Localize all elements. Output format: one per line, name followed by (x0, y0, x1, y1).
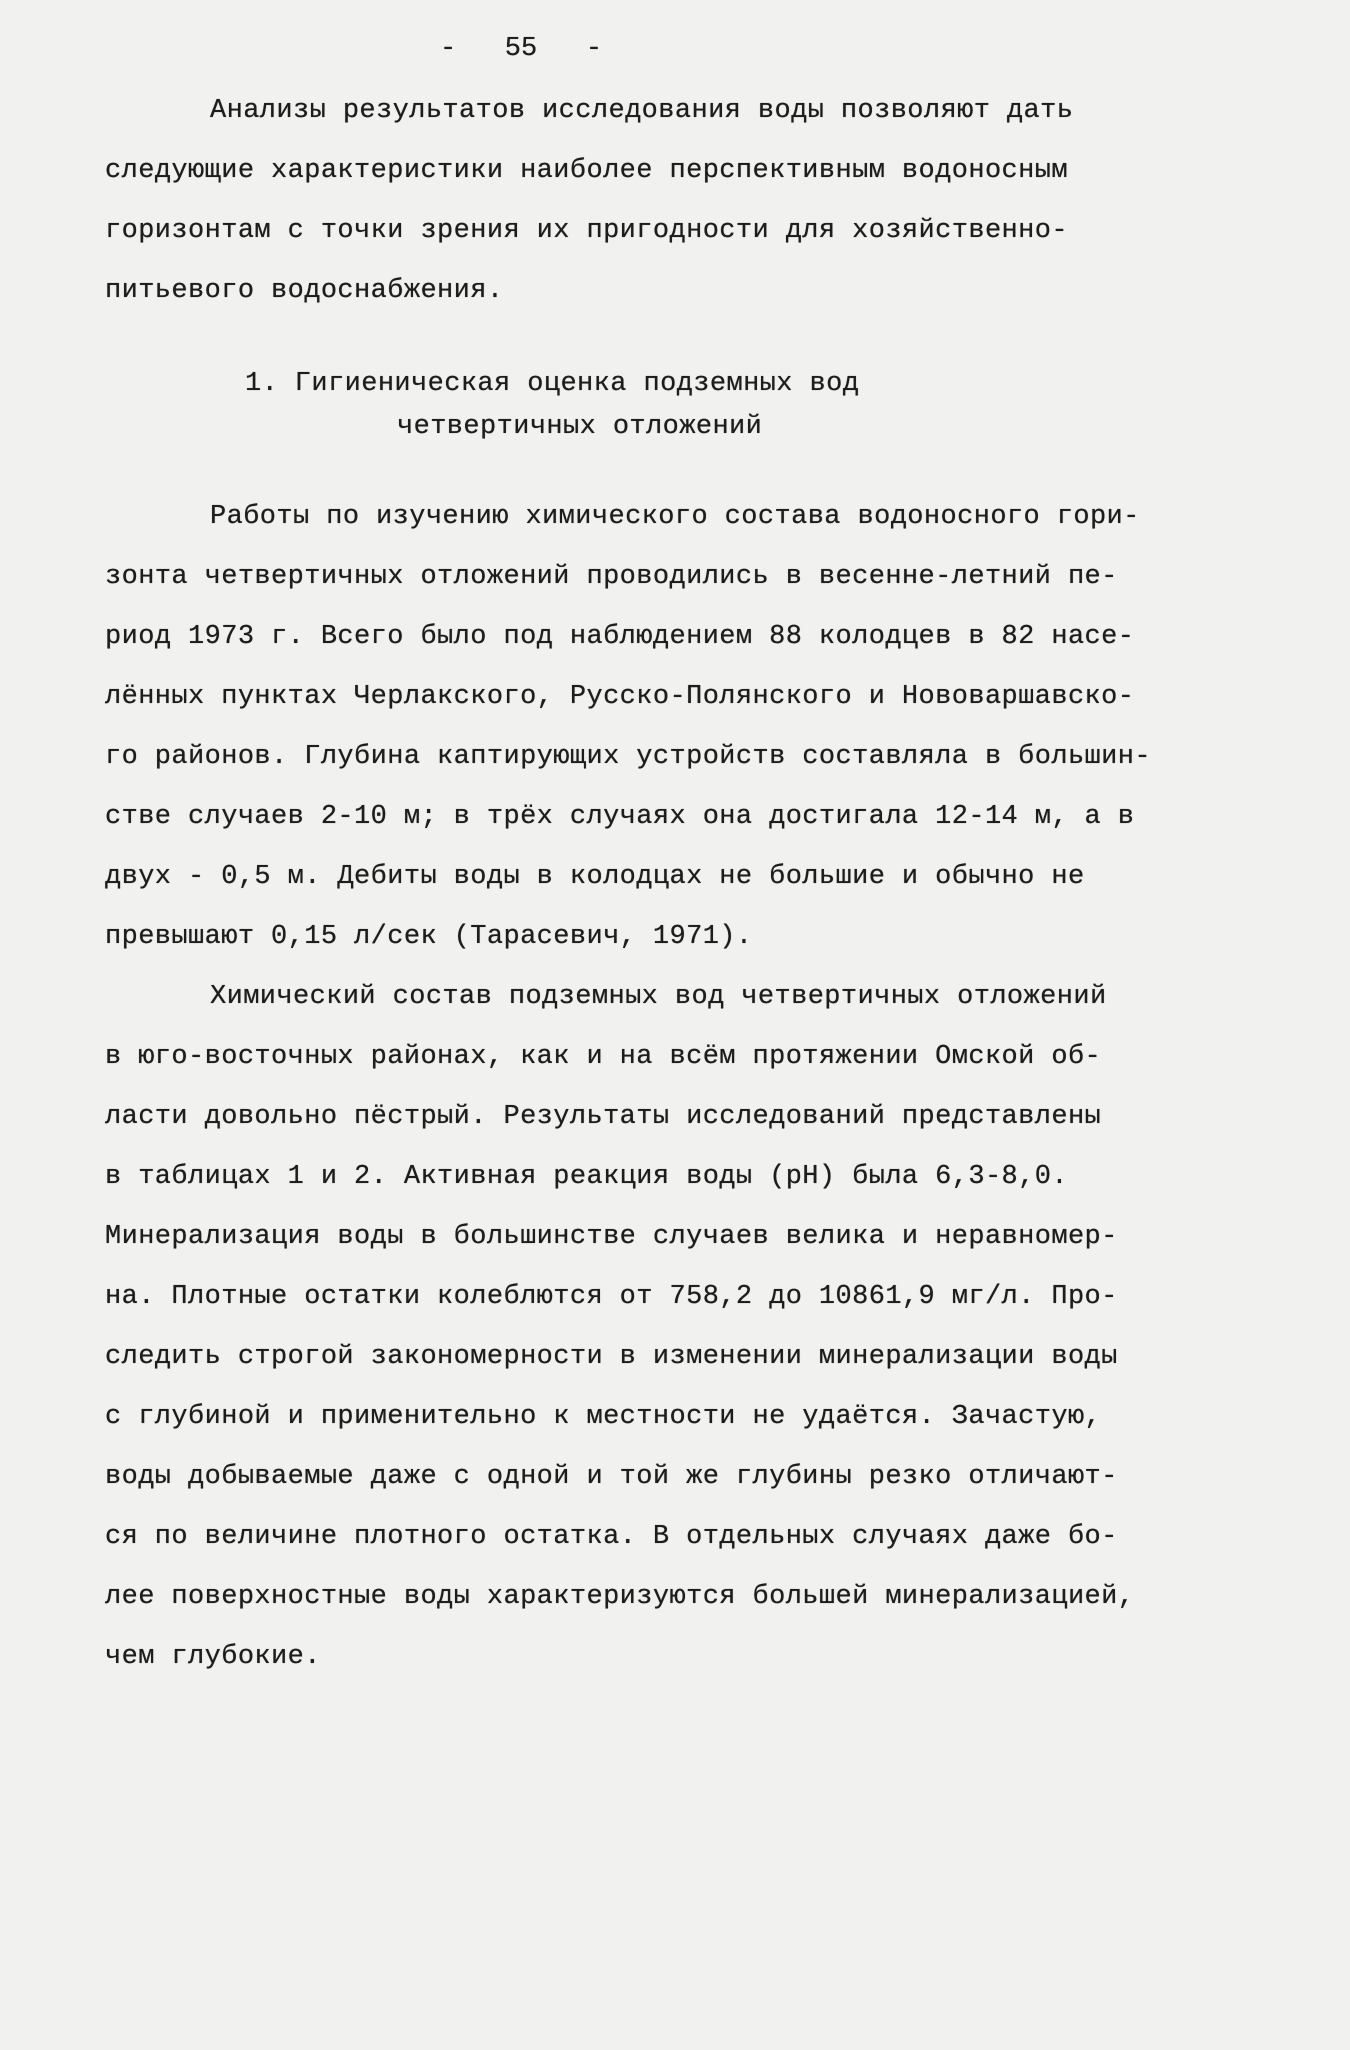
intro-line-2: следующие характеристики наиболее перспективным водоносным (105, 156, 1068, 186)
paragraph2-line-11: лее поверхностные воды характеризуются большей минерализацией, (105, 1582, 1135, 1612)
paragraph1-line-6: стве случаев 2-10 м; в трёх случаях она достигала 12-14 м, а в (105, 802, 1135, 832)
intro-line-1: Анализы результатов исследования воды позволяют дать (210, 96, 1074, 126)
paragraph1-line-3: риод 1973 г. Всего было под наблюдением 88 колодцев в 82 насе- (105, 622, 1135, 652)
paragraph1-line-8: превышают 0,15 л/сек (Тарасевич, 1971). (105, 922, 753, 952)
paragraph2-line-12: чем глубокие. (105, 1642, 321, 1672)
page-number: - 55 - (440, 34, 603, 64)
paragraph2-line-1: Химический состав подземных вод четвертичных отложений (210, 982, 1107, 1012)
paragraph2-line-7: следить строгой закономерности в изменении минерализации воды (105, 1342, 1118, 1372)
paragraph1-line-5: го районов. Глубина каптирующих устройств составляла в большин- (105, 742, 1151, 772)
paragraph2-line-2: в юго-восточных районах, как и на всём протяжении Омской об- (105, 1042, 1102, 1072)
paragraph1-line-4: лённых пунктах Черлакского, Русско-Полянского и Нововаршавско- (105, 682, 1135, 712)
paragraph1-line-2: зонта четвертичных отложений проводились в весенне-летний пе- (105, 562, 1118, 592)
intro-line-3: горизонтам с точки зрения их пригодности для хозяйственно- (105, 216, 1068, 246)
paragraph2-line-3: ласти довольно пёстрый. Результаты исследований представлены (105, 1102, 1102, 1132)
paragraph2-line-5: Минерализация воды в большинстве случаев велика и неравномер- (105, 1222, 1118, 1252)
section-heading-line-1: 1. Гигиеническая оценка подземных вод (245, 369, 860, 399)
paragraph2-line-6: на. Плотные остатки колеблются от 758,2 до 10861,9 мг/л. Про- (105, 1282, 1118, 1312)
paragraph2-line-8: с глубиной и применительно к местности не удаётся. Зачастую, (105, 1402, 1102, 1432)
paragraph1-line-7: двух - 0,5 м. Дебиты воды в колодцах не большие и обычно не (105, 862, 1085, 892)
intro-line-4: питьевого водоснабжения. (105, 276, 504, 306)
paragraph2-line-9: воды добываемые даже с одной и той же глубины резко отличают- (105, 1462, 1118, 1492)
paragraph1-line-1: Работы по изучению химического состава водоносного гори- (210, 502, 1140, 532)
paragraph2-line-4: в таблицах 1 и 2. Активная реакция воды (pH) была 6,3-8,0. (105, 1162, 1068, 1192)
section-heading-line-2: четвертичных отложений (397, 412, 763, 442)
paragraph2-line-10: ся по величине плотного остатка. В отдельных случаях даже бо- (105, 1522, 1118, 1552)
